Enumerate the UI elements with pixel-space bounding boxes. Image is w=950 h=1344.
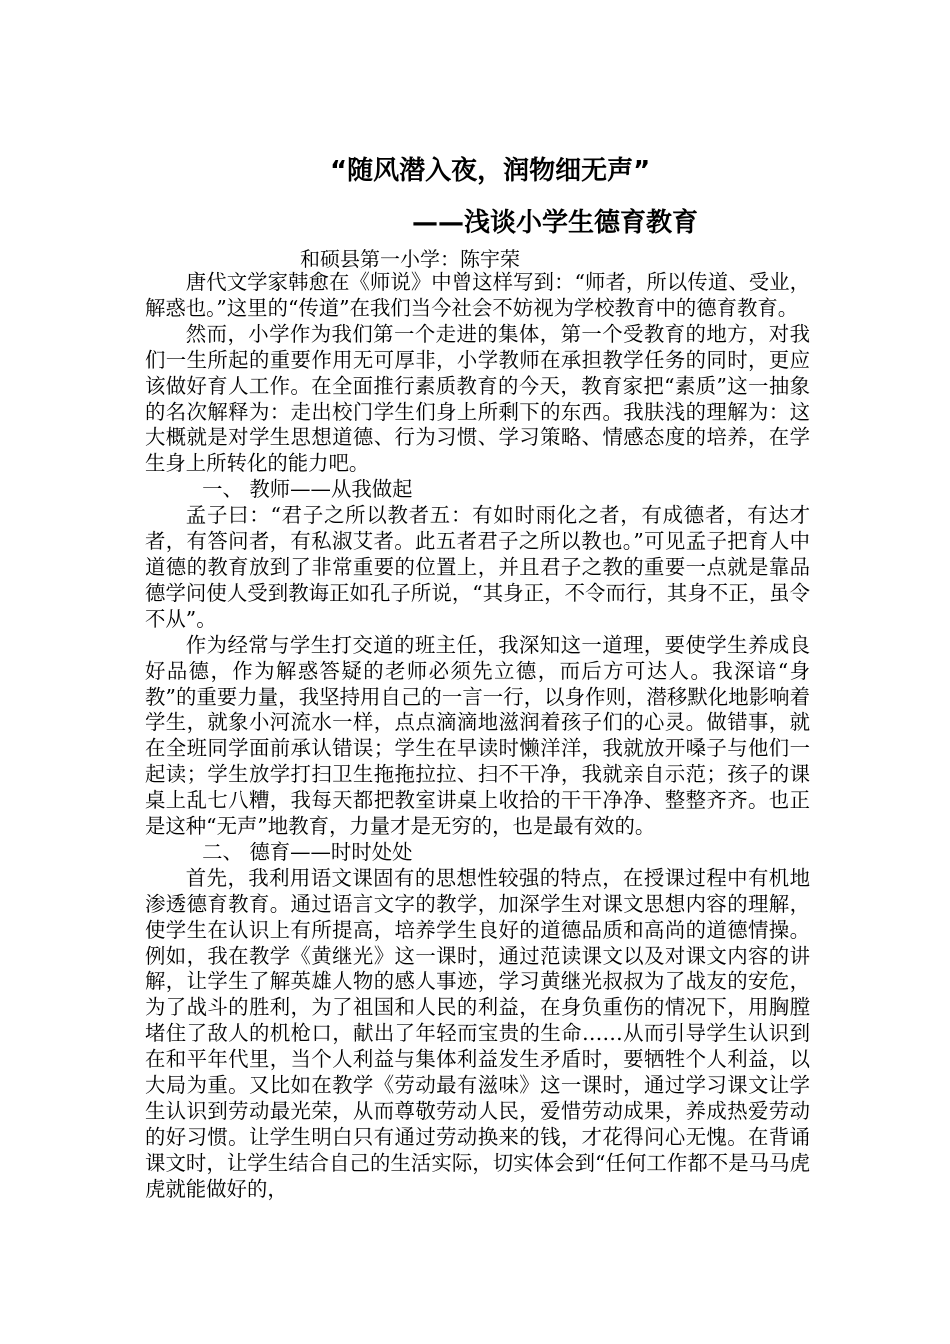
document-title: “随风潜入夜，润物细无声” xyxy=(330,156,651,186)
paragraph: 首先，我利用语文课固有的思想性较强的特点，在授课过程中有机地渗透德育教育。通过语言文字的教学，加深学生对课文思想内容的理解，使学生在认识上有所提高，培养学生良好的道德品质和高尚的道德情操。例如，我在教学《黄继光》这一课时，通过范读课文以及对课文内容的讲解，让学生了解英雄人物的感人事迹，学习黄继光叔叔为了战友的安危，为了战斗的胜利，为了祖国和人民的利益，在身负重伤的情况下，用胸膛堵住了敌人的机枪口，献出了年轻而宝贵的生命……从而引导学生认识到在和平年代里，当个人利益与集体利益发生矛盾时，要牺牲个人利益，以大局为重。又比如在教学《劳动最有滋味》这一课时，通过学习课文让学生认识到劳动最光荣，从而尊敬劳动人民，爱惜劳动成果，养成热爱劳动的好习惯。让学生明白只有通过劳动换来的钱，才花得问心无愧。在背诵课文时，让学生结合自己的生活实际，切实体会到“任何工作都不是马马虎虎就能做好的， xyxy=(145,865,810,1201)
document-body xyxy=(145,270,810,1203)
section-heading: 一、 教师——从我做起 xyxy=(202,477,413,502)
author-line: 和硕县第一小学：陈宇荣 xyxy=(300,247,520,271)
paragraph: 孟子曰：“君子之所以教者五：有如时雨化之者，有成德者，有达才者，有答问者，有私淑艾者。此五者君子之所以教也。”可见孟子把育人中道德的教育放到了非常重要的位置上，并且君子之教的重要一点就是靠品德学问使人受到教诲正如孔子所说，“其身正，不令而行，其身不正，虽令不从”。 xyxy=(145,503,810,631)
section-heading: 二、 德育——时时处处 xyxy=(202,839,413,864)
paragraph: 作为经常与学生打交道的班主任，我深知这一道理，要使学生养成良好品德，作为解惑答疑的老师必须先立德，而后方可达人。我深谙“身教”的重要力量，我坚持用自己的一言一行，以身作则，潜移默化地影响着学生，就象小河流水一样，点点滴滴地滋润着孩子们的心灵。做错事，就在全班同学面前承认错误；学生在早读时懒洋洋，我就放开嗓子与他们一起读；学生放学打扫卫生拖拖拉拉、扫不干净，我就亲自示范；孩子的课桌上乱七八糟，我每天都把教室讲桌上收拾的干干净净、整整齐齐。也正是这种“无声”地教育，力量才是无穷的，也是最有效的。 xyxy=(145,632,810,839)
paragraph: 然而，小学作为我们第一个走进的集体，第一个受教育的地方，对我们一生所起的重要作用无可厚非，小学教师在承担教学任务的同时，更应该做好育人工作。在全面推行素质教育的今天，教育家把“素质”这一抽象的名次解释为：走出校门学生们身上所剩下的东西。我肤浅的理解为：这大概就是对学生思想道德、行为习惯、学习策略、情感态度的培养，在学生身上所转化的能力吧。 xyxy=(145,321,810,476)
document-subtitle: ——浅谈小学生德育教育 xyxy=(412,208,699,238)
paragraph: 唐代文学家韩愈在《师说》中曾这样写到：“师者，所以传道、受业，解惑也。”这里的“传道”在我们当今社会不妨视为学校教育中的德育教育。 xyxy=(145,270,810,320)
